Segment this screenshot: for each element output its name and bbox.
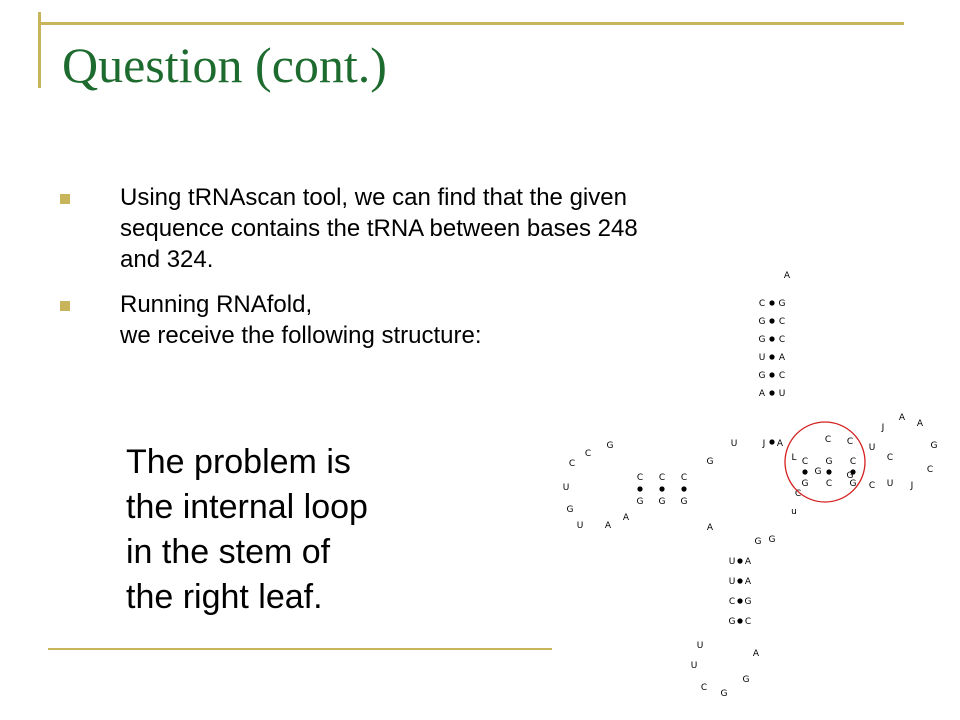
bullet-line: and 324.: [120, 246, 214, 273]
slide-title: Question (cont.): [62, 37, 387, 93]
bullet-line: we receive the following structure:: [120, 322, 482, 349]
anticodon-loop-base: U: [690, 661, 698, 671]
right-loop-base: J: [881, 423, 885, 433]
right-loop-base: C: [926, 465, 934, 475]
base-pair-bottom: G: [849, 479, 857, 489]
base-pair-top: G: [825, 457, 833, 467]
junction-base: G: [768, 535, 776, 545]
base-pair-left: U: [728, 577, 736, 587]
callout-line: the right leaf.: [126, 578, 323, 616]
right-loop-base: J: [910, 481, 914, 491]
base-pair-right: C: [778, 371, 786, 381]
base-pair-dot: [737, 578, 742, 583]
base-pair-dot: [737, 618, 742, 623]
base-pair-dot: [737, 558, 742, 563]
bullet-line: sequence contains the tRNA between bases 248: [120, 215, 638, 242]
base-pair-bottom: G: [680, 497, 688, 507]
base-pair-top: C: [658, 473, 666, 483]
base-pair-dot: [637, 486, 642, 491]
internal-loop-base: U: [868, 443, 876, 453]
base-pair-dot: [737, 598, 742, 603]
rna-secondary-structure-diagram: [550, 260, 950, 720]
callout-line: in the stem of: [126, 533, 331, 571]
callout-text: [126, 440, 368, 620]
acceptor-end-base: A: [783, 271, 791, 281]
right-side-base: u: [791, 507, 797, 517]
anticodon-loop-base: U: [696, 641, 704, 651]
base-pair-right: A: [744, 557, 752, 567]
base-pair-right: G: [744, 597, 752, 607]
right-loop-base: G: [930, 441, 938, 451]
base-pair-left: U: [758, 353, 766, 363]
bullet-line: Using tRNAscan tool, we can find that the given: [120, 184, 627, 211]
junction-base: G: [706, 457, 714, 467]
base-pair-bottom: C: [825, 479, 833, 489]
base-pair-left: G: [728, 617, 736, 627]
internal-loop-base: C: [824, 435, 832, 445]
internal-loop-base: G: [814, 467, 822, 477]
base-pair-right: C: [778, 335, 786, 345]
base-pair-right: U: [778, 389, 786, 399]
base-pair-left: C: [758, 299, 766, 309]
left-loop-base: G: [606, 441, 614, 451]
base-pair-dot: [769, 372, 774, 377]
junction-base: J: [762, 439, 766, 449]
left-loop-base: C: [584, 449, 592, 459]
bullet-square-icon: [60, 301, 70, 311]
callout-line: the internal loop: [126, 488, 368, 526]
base-pair-bottom: G: [658, 497, 666, 507]
base-pair-dot: [769, 390, 774, 395]
base-pair-left: G: [758, 317, 766, 327]
junction-base: G: [754, 537, 762, 547]
base-pair-right: C: [744, 617, 752, 627]
internal-loop-base: C: [886, 453, 894, 463]
base-pair-right: A: [778, 353, 786, 363]
base-pair-dot: [681, 486, 686, 491]
junction-base: A: [706, 523, 714, 533]
junction-base: A: [776, 439, 784, 449]
callout-line: The problem is: [126, 443, 351, 481]
left-loop-base: G: [566, 505, 574, 515]
base-pair-bottom: G: [636, 497, 644, 507]
base-pair-left: A: [758, 389, 766, 399]
base-pair-dot: [769, 300, 774, 305]
base-pair-left: C: [728, 597, 736, 607]
left-loop-base: A: [622, 513, 630, 523]
bullet-square-icon: [60, 194, 70, 204]
base-pair-bottom: G: [801, 479, 809, 489]
anticodon-loop-base: A: [752, 649, 760, 659]
base-pair-top: C: [636, 473, 644, 483]
base-pair-dot: [769, 354, 774, 359]
base-pair-dot: [659, 486, 664, 491]
base-pair-top: C: [849, 457, 857, 467]
left-loop-base: C: [568, 459, 576, 469]
right-loop-base: U: [886, 479, 894, 489]
base-pair-dot: [802, 469, 807, 474]
internal-loop-base: G: [846, 471, 854, 481]
base-pair-left: G: [758, 335, 766, 345]
base-pair-right: C: [778, 317, 786, 327]
base-pair-top: C: [680, 473, 688, 483]
base-pair-dot: [769, 439, 774, 444]
base-pair-dot: [769, 318, 774, 323]
internal-loop-base: C: [846, 437, 854, 447]
left-rule: [38, 12, 41, 88]
internal-loop-base: L: [791, 453, 797, 463]
base-pair-top: C: [801, 457, 809, 467]
anticodon-loop-base: G: [742, 675, 750, 685]
base-pair-left: G: [758, 371, 766, 381]
internal-loop-base: C: [868, 481, 876, 491]
base-pair-right: G: [778, 299, 786, 309]
right-loop-base: A: [898, 413, 906, 423]
top-rule: [40, 22, 904, 25]
base-pair-left: U: [728, 557, 736, 567]
base-pair-dot: [769, 336, 774, 341]
right-side-base: C: [794, 489, 802, 499]
base-pair-right: A: [744, 577, 752, 587]
bullet-line: Running RNAfold,: [120, 291, 313, 318]
bottom-rule: [48, 648, 552, 650]
anticodon-loop-base: C: [700, 683, 708, 693]
left-loop-base: U: [576, 521, 584, 531]
junction-base: U: [730, 439, 738, 449]
base-pair-dot: [826, 469, 831, 474]
left-loop-base: A: [604, 521, 612, 531]
left-loop-base: U: [562, 483, 570, 493]
anticodon-loop-base: G: [720, 689, 728, 699]
right-loop-base: A: [916, 419, 924, 429]
